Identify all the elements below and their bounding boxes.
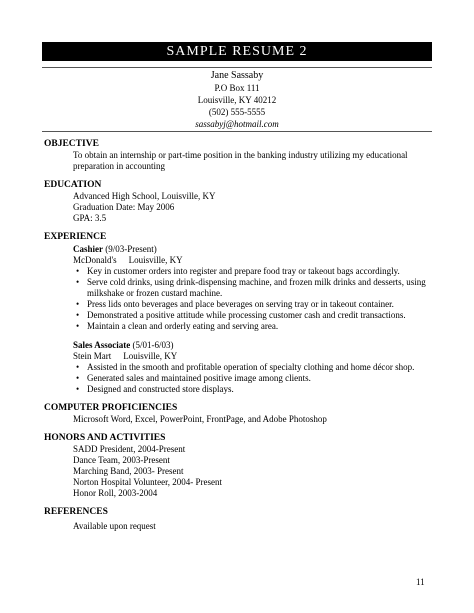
- job-dates: (5/01-6/03): [132, 340, 174, 350]
- bullet-icon: •: [76, 266, 80, 276]
- job-bullet: • Assisted in the smooth and profitable operation of specialty clothing and home décor shop.: [76, 362, 415, 372]
- job-location: Louisville, KY: [128, 255, 183, 265]
- contact-phone: (502) 555-5555: [208, 107, 266, 117]
- honors-item: Marching Band, 2003- Present: [73, 466, 184, 476]
- honors-heading: HONORS AND ACTIVITIES: [44, 433, 166, 443]
- contact-block: [42, 70, 432, 130]
- education-graduation: Graduation Date: May 2006: [73, 202, 175, 212]
- contact-name: Jane Sassaby: [210, 70, 264, 81]
- bullet-icon: •: [76, 362, 80, 372]
- job-entry: [73, 340, 434, 395]
- bullet-icon: •: [76, 310, 80, 320]
- bullet-icon: •: [76, 373, 80, 383]
- experience-heading: EXPERIENCE: [44, 232, 107, 242]
- page-number: 11: [416, 577, 425, 587]
- honors-item: Honor Roll, 2003-2004: [73, 488, 158, 498]
- contact-address-line2: Louisville, KY 40212: [197, 95, 277, 105]
- education-gpa: GPA: 3.5: [73, 213, 107, 223]
- references-text: Available upon request: [73, 521, 156, 531]
- job-employer: McDonald's: [73, 255, 117, 265]
- job-bullet: • Press lids onto beverages and place beverages on serving tray or in takeout container.: [76, 299, 394, 309]
- objective-section: [44, 139, 434, 172]
- education-section: [44, 180, 434, 224]
- job-employer: Stein Mart: [73, 351, 112, 361]
- bullet-icon: •: [76, 384, 80, 394]
- experience-section: [44, 232, 434, 395]
- honors-item: Dance Team, 2003-Present: [73, 455, 170, 465]
- contact-email: sassabyj@hotmail.com: [195, 119, 279, 129]
- job-dates: (9/03-Present): [105, 244, 157, 254]
- computer-heading: COMPUTER PROFICIENCIES: [44, 403, 178, 413]
- education-school: Advanced High School, Louisville, KY: [73, 191, 216, 201]
- honors-item: SADD President, 2004-Present: [73, 444, 186, 454]
- bullet-icon: •: [76, 277, 80, 287]
- job-bullet: • Demonstrated a positive attitude while processing customer cash and credit transactions.: [76, 310, 406, 320]
- computer-section: [44, 403, 434, 425]
- resume-title: SAMPLE RESUME 2: [42, 42, 432, 61]
- objective-text: To obtain an internship or part-time position in the banking industry utilizing my educational preparation in accounting: [73, 150, 408, 171]
- contact-address-line1: P.O Box 111: [214, 83, 260, 93]
- job-title: Cashier: [73, 244, 103, 254]
- job-title: Sales Associate: [73, 340, 131, 350]
- honors-item: Norton Hospital Volunteer, 2004- Present: [73, 477, 223, 487]
- resume-content: [44, 139, 434, 540]
- job-bullet: • Designed and constructed store displays.: [76, 384, 234, 394]
- computer-text: Microsoft Word, Excel, PowerPoint, FrontPage, and Adobe Photoshop: [73, 414, 327, 424]
- references-heading: REFERENCES: [44, 507, 108, 517]
- job-bullet: • Maintain a clean and orderly eating and serving area.: [76, 321, 279, 331]
- education-heading: EDUCATION: [44, 180, 102, 190]
- job-bullet: • Serve cold drinks, using drink-dispensing machine, and frozen milk drinks and desserts, using milkshake or frozen custard machine.: [76, 277, 426, 298]
- objective-heading: OBJECTIVE: [44, 139, 99, 149]
- references-section: [44, 507, 434, 532]
- divider-top: [42, 67, 432, 68]
- bullet-icon: •: [76, 299, 80, 309]
- job-bullet: • Key in customer orders into register and prepare food tray or takeout bags accordingly.: [76, 266, 400, 276]
- job-location: Louisville, KY: [123, 351, 178, 361]
- job-bullet: • Generated sales and maintained positive image among clients.: [76, 373, 311, 383]
- honors-section: [44, 433, 434, 499]
- bullet-icon: •: [76, 321, 80, 331]
- job-entry: [73, 244, 434, 332]
- divider-bottom: [42, 131, 432, 132]
